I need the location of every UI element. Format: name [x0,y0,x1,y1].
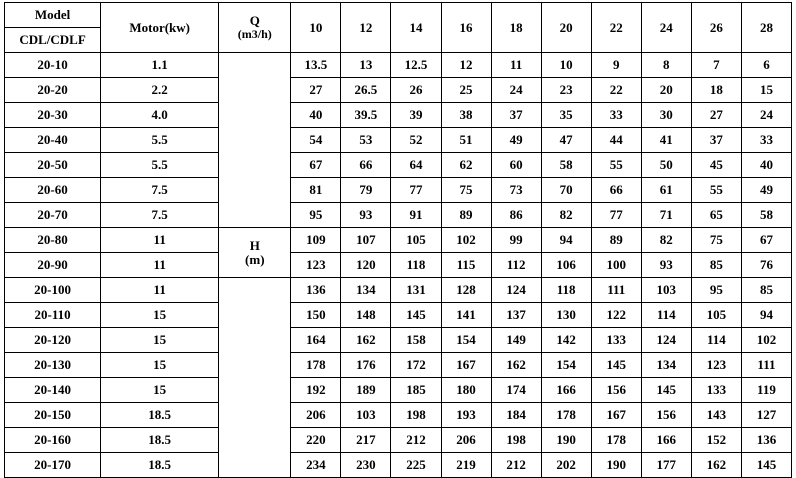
cell-head: 38 [441,103,491,128]
cell-head: 178 [541,403,591,428]
cell-head: 145 [591,353,641,378]
cell-motor: 18.5 [101,428,219,453]
cell-head: 79 [341,178,391,203]
cell-head: 149 [491,328,541,353]
cell-head: 18 [691,78,741,103]
cell-head: 89 [591,228,641,253]
cell-head: 105 [391,228,441,253]
cell-head: 89 [441,203,491,228]
cell-model: 20-10 [5,53,101,78]
cell-head: 103 [641,278,691,303]
cell-model: 20-160 [5,428,101,453]
cell-model: 20-110 [5,303,101,328]
cell-head: 174 [491,378,541,403]
cell-model: 20-50 [5,153,101,178]
cell-model: 20-20 [5,78,101,103]
cell-head: 95 [691,278,741,303]
cell-head: 206 [291,403,341,428]
cell-head: 86 [491,203,541,228]
table-row [5,278,792,303]
cell-head: 10 [541,53,591,78]
table-row [5,228,792,253]
cell-head: 20 [641,78,691,103]
cell-head: 37 [491,103,541,128]
cell-head: 9 [591,53,641,78]
table-row [5,78,792,103]
head-column-spacer-bottom [219,278,291,478]
cell-head: 33 [591,103,641,128]
cell-head: 53 [341,128,391,153]
cell-head: 105 [691,303,741,328]
cell-head: 137 [491,303,541,328]
cell-head: 106 [541,253,591,278]
cell-head: 15 [741,78,791,103]
cell-head: 24 [741,103,791,128]
cell-model: 20-170 [5,453,101,478]
cell-head: 50 [641,153,691,178]
cell-model: 20-130 [5,353,101,378]
cell-model: 20-100 [5,278,101,303]
cell-head: 131 [391,278,441,303]
cell-head: 202 [541,453,591,478]
cell-head: 119 [741,378,791,403]
cell-head: 180 [441,378,491,403]
cell-head: 30 [641,103,691,128]
cell-head: 206 [441,428,491,453]
flow-column-header-2: 14 [391,3,441,53]
cell-head: 60 [491,153,541,178]
cell-head: 40 [291,103,341,128]
cell-head: 145 [741,453,791,478]
cell-head: 143 [691,403,741,428]
cell-head: 93 [641,253,691,278]
cell-head: 58 [541,153,591,178]
cell-model: 20-30 [5,103,101,128]
cell-head: 152 [691,428,741,453]
flow-column-header-6: 22 [591,3,641,53]
cell-head: 162 [491,353,541,378]
pump-performance-table [4,2,792,478]
cell-head: 123 [691,353,741,378]
cell-head: 52 [391,128,441,153]
table-row [5,378,792,403]
cell-head: 62 [441,153,491,178]
cell-motor: 1.1 [101,53,219,78]
cell-head: 134 [341,278,391,303]
cell-head: 150 [291,303,341,328]
cell-head: 148 [341,303,391,328]
cell-head: 39.5 [341,103,391,128]
cell-model: 20-120 [5,328,101,353]
cell-head: 176 [341,353,391,378]
cell-motor: 2.2 [101,78,219,103]
cell-head: 212 [391,428,441,453]
cell-head: 167 [441,353,491,378]
cell-head: 141 [441,303,491,328]
cell-head: 190 [591,453,641,478]
cell-head: 156 [641,403,691,428]
flow-column-header-8: 26 [691,3,741,53]
header-motor: Motor(kw) [101,3,219,53]
cell-head: 177 [641,453,691,478]
cell-head: 166 [541,378,591,403]
cell-model: 20-60 [5,178,101,203]
cell-head: 198 [491,428,541,453]
cell-head: 39 [391,103,441,128]
cell-head: 77 [391,178,441,203]
cell-head: 166 [641,428,691,453]
cell-head: 118 [541,278,591,303]
cell-head: 27 [691,103,741,128]
cell-head: 124 [491,278,541,303]
cell-head: 25 [441,78,491,103]
cell-head: 44 [591,128,641,153]
table-row [5,203,792,228]
cell-head: 13 [341,53,391,78]
header-model-top: Model [5,3,101,28]
cell-head: 26 [391,78,441,103]
cell-head: 136 [291,278,341,303]
flow-column-header-5: 20 [541,3,591,53]
cell-head: 49 [741,178,791,203]
cell-head: 145 [641,378,691,403]
cell-head: 100 [591,253,641,278]
cell-motor: 11 [101,278,219,303]
header-model-bottom: CDL/CDLF [5,28,101,53]
cell-head: 58 [741,203,791,228]
cell-head: 81 [291,178,341,203]
cell-head: 114 [691,328,741,353]
table-row [5,128,792,153]
table-row [5,303,792,328]
cell-head: 154 [541,353,591,378]
cell-head: 6 [741,53,791,78]
cell-head: 122 [591,303,641,328]
cell-head: 120 [341,253,391,278]
cell-head: 95 [291,203,341,228]
cell-head: 82 [541,203,591,228]
cell-motor: 11 [101,228,219,253]
cell-head: 33 [741,128,791,153]
cell-head: 73 [491,178,541,203]
cell-model: 20-140 [5,378,101,403]
cell-head: 12 [441,53,491,78]
cell-head: 128 [441,278,491,303]
cell-motor: 15 [101,353,219,378]
cell-head: 136 [741,428,791,453]
cell-model: 20-90 [5,253,101,278]
cell-head: 107 [341,228,391,253]
cell-head: 112 [491,253,541,278]
cell-motor: 5.5 [101,153,219,178]
cell-motor: 18.5 [101,453,219,478]
cell-head: 54 [291,128,341,153]
cell-head: 45 [691,153,741,178]
cell-head: 35 [541,103,591,128]
cell-head: 162 [341,328,391,353]
table-row [5,328,792,353]
cell-head: 65 [691,203,741,228]
cell-motor: 5.5 [101,128,219,153]
cell-head: 124 [641,328,691,353]
cell-head: 217 [341,428,391,453]
cell-head: 178 [591,428,641,453]
cell-motor: 11 [101,253,219,278]
cell-head: 133 [591,328,641,353]
cell-head: 71 [641,203,691,228]
cell-motor: 15 [101,378,219,403]
flow-column-header-0: 10 [291,3,341,53]
cell-model: 20-150 [5,403,101,428]
cell-head: 198 [391,403,441,428]
cell-head: 156 [591,378,641,403]
cell-head: 85 [741,278,791,303]
cell-head: 185 [391,378,441,403]
cell-model: 20-80 [5,228,101,253]
cell-head: 133 [691,378,741,403]
table-row [5,353,792,378]
cell-head: 40 [741,153,791,178]
cell-head: 111 [591,278,641,303]
flow-column-header-1: 12 [341,3,391,53]
cell-head: 184 [491,403,541,428]
cell-model: 20-40 [5,128,101,153]
header-flow-unit [219,3,291,53]
cell-motor: 15 [101,328,219,353]
cell-head: 24 [491,78,541,103]
flow-column-header-9: 28 [741,3,791,53]
cell-head: 91 [391,203,441,228]
table-body [5,3,792,478]
cell-head: 154 [441,328,491,353]
cell-head: 230 [341,453,391,478]
cell-head: 118 [391,253,441,278]
cell-head: 219 [441,453,491,478]
cell-head: 99 [491,228,541,253]
cell-head: 103 [341,403,391,428]
flow-column-header-3: 16 [441,3,491,53]
cell-head: 189 [341,378,391,403]
cell-head: 75 [441,178,491,203]
cell-head: 61 [641,178,691,203]
cell-head: 26.5 [341,78,391,103]
cell-head: 70 [541,178,591,203]
table-row [5,428,792,453]
table-row [5,178,792,203]
cell-head: 85 [691,253,741,278]
cell-head: 109 [291,228,341,253]
cell-head: 66 [341,153,391,178]
cell-model: 20-70 [5,203,101,228]
cell-head: 193 [441,403,491,428]
cell-head: 178 [291,353,341,378]
cell-head: 7 [691,53,741,78]
cell-motor: 7.5 [101,178,219,203]
cell-head: 192 [291,378,341,403]
cell-head: 162 [691,453,741,478]
cell-head: 75 [691,228,741,253]
cell-head: 66 [591,178,641,203]
cell-head: 102 [741,328,791,353]
header-head-unit [219,228,291,278]
header-flow-symbol: Q [249,13,260,29]
cell-head: 142 [541,328,591,353]
cell-head: 167 [591,403,641,428]
cell-head: 41 [641,128,691,153]
table-row [5,253,792,278]
table-row [5,153,792,178]
cell-head: 225 [391,453,441,478]
table-row [5,53,792,78]
cell-head: 172 [391,353,441,378]
flow-column-header-4: 18 [491,3,541,53]
cell-head: 55 [591,153,641,178]
table-row [5,453,792,478]
header-row-top [5,3,792,28]
cell-head: 67 [291,153,341,178]
cell-head: 11 [491,53,541,78]
cell-head: 12.5 [391,53,441,78]
cell-head: 102 [441,228,491,253]
cell-head: 145 [391,303,441,328]
cell-head: 114 [641,303,691,328]
cell-head: 130 [541,303,591,328]
cell-head: 111 [741,353,791,378]
header-flow-unit-text: (m3/h) [237,27,272,42]
table-row [5,103,792,128]
cell-head: 76 [741,253,791,278]
cell-head: 94 [741,303,791,328]
cell-motor: 15 [101,303,219,328]
cell-head: 82 [641,228,691,253]
cell-head: 164 [291,328,341,353]
cell-head: 49 [491,128,541,153]
cell-head: 51 [441,128,491,153]
head-column-spacer-top [219,53,291,228]
cell-head: 55 [691,178,741,203]
cell-head: 158 [391,328,441,353]
cell-head: 94 [541,228,591,253]
cell-head: 27 [291,78,341,103]
cell-head: 64 [391,153,441,178]
cell-head: 77 [591,203,641,228]
cell-motor: 18.5 [101,403,219,428]
cell-head: 234 [291,453,341,478]
cell-head: 8 [641,53,691,78]
table-row [5,403,792,428]
cell-motor: 4.0 [101,103,219,128]
cell-head: 13.5 [291,53,341,78]
cell-head: 22 [591,78,641,103]
cell-head: 127 [741,403,791,428]
cell-head: 190 [541,428,591,453]
cell-head: 212 [491,453,541,478]
flow-column-header-7: 24 [641,3,691,53]
header-head-unit-text: (m) [245,251,265,267]
cell-head: 134 [641,353,691,378]
cell-head: 220 [291,428,341,453]
cell-head: 123 [291,253,341,278]
header-head-symbol: H [249,237,260,253]
cell-head: 67 [741,228,791,253]
cell-head: 47 [541,128,591,153]
cell-motor: 7.5 [101,203,219,228]
cell-head: 23 [541,78,591,103]
cell-head: 37 [691,128,741,153]
cell-head: 93 [341,203,391,228]
cell-head: 115 [441,253,491,278]
